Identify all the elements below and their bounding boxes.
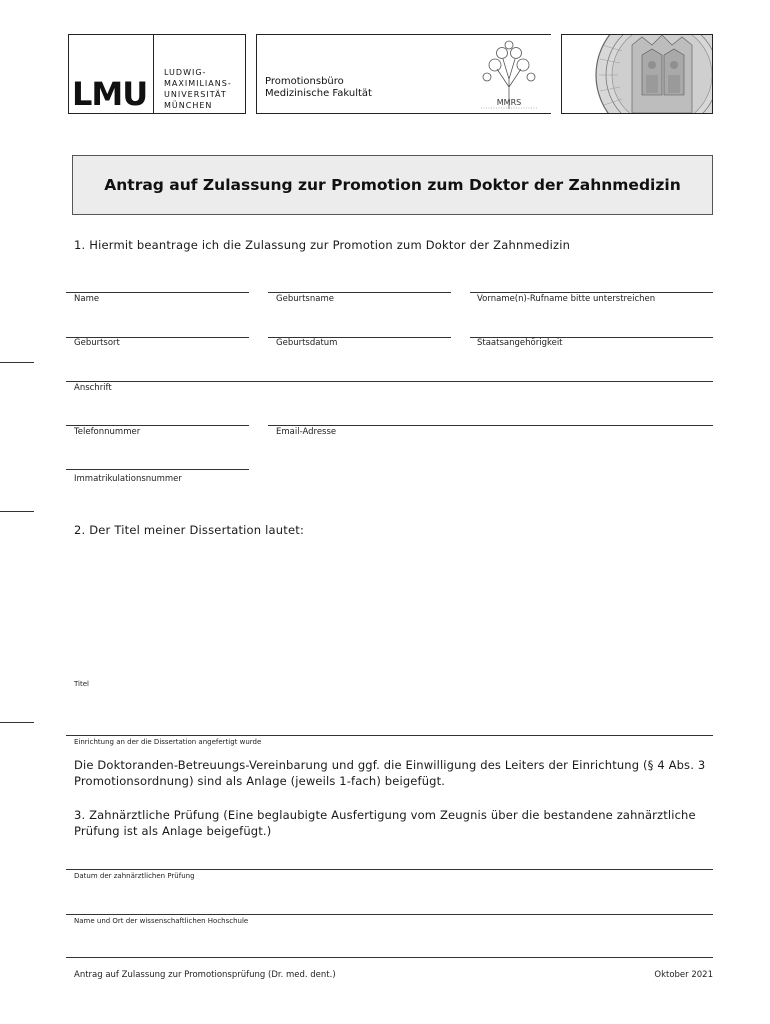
- office-block: [256, 34, 551, 114]
- fold-mark: [0, 362, 34, 363]
- attachment-note-line: Promotionsordnung) sind als Anlage (jeweils 1-fach) beigefügt.: [74, 774, 446, 788]
- email-label: Email-Adresse: [276, 427, 337, 437]
- phone-label: Telefonnummer: [74, 427, 141, 437]
- punch-mark: [0, 722, 34, 723]
- attachment-note: [74, 757, 705, 789]
- university-field[interactable]: [66, 914, 713, 915]
- email-field[interactable]: [268, 425, 713, 426]
- section1-heading: 1. Hiermit beantrage ich die Zulassung zur Promotion zum Doktor der Zahnmedizin: [74, 238, 571, 252]
- section2-heading: 2. Der Titel meiner Dissertation lautet:: [74, 523, 305, 537]
- footer-left: Antrag auf Zulassung zur Promotionsprüfung (Dr. med. dent.): [74, 970, 336, 980]
- name-field[interactable]: [66, 292, 249, 293]
- matriculation-field[interactable]: [66, 469, 249, 470]
- exam-date-label: Datum der zahnärztlichen Prüfung: [74, 872, 195, 880]
- firstname-field[interactable]: [470, 292, 713, 293]
- university-line: MAXIMILIANS-: [164, 79, 232, 88]
- matriculation-label: Immatrikulationsnummer: [74, 474, 182, 484]
- university-line: LUDWIG-: [164, 68, 207, 77]
- mmrs-tree-logo-icon: [473, 39, 545, 111]
- institution-field[interactable]: [66, 735, 713, 736]
- form-title: Antrag auf Zulassung zur Promotion zum Doktor der Zahnmedizin: [104, 176, 681, 194]
- university-seal: [561, 34, 713, 114]
- address-field[interactable]: [66, 381, 713, 382]
- exam-date-field[interactable]: [66, 869, 713, 870]
- section3-heading: [74, 807, 696, 839]
- university-label: Name und Ort der wissenschaftlichen Hochschule: [74, 917, 249, 925]
- title-label: Titel: [74, 680, 90, 688]
- university-name-block: [154, 34, 246, 114]
- address-label: Anschrift: [74, 383, 112, 393]
- section3-line: 3. Zahnärztliche Prüfung (Eine beglaubigte Ausfertigung vom Zeugnis über die bestandene zahnärztliche: [74, 808, 696, 822]
- birthname-label: Geburtsname: [276, 294, 334, 304]
- footer-divider: [66, 957, 713, 958]
- mmrs-logo-text: MMRS: [496, 98, 522, 107]
- institution-label: Einrichtung an der die Dissertation angefertigt wurde: [74, 738, 262, 746]
- faculty-name: Medizinische Fakultät: [265, 88, 372, 99]
- firstname-label: Vorname(n)-Rufname bitte unterstreichen: [477, 294, 656, 304]
- fold-mark: [0, 511, 34, 512]
- section3-line: Prüfung ist als Anlage beigefügt.): [74, 824, 272, 838]
- lmu-logo-text: LMU: [72, 75, 148, 113]
- birthname-field[interactable]: [268, 292, 451, 293]
- birthdate-label: Geburtsdatum: [276, 338, 338, 348]
- form-title-box: [72, 155, 713, 215]
- phone-field[interactable]: [66, 425, 249, 426]
- nationality-label: Staatsangehörigkeit: [477, 338, 563, 348]
- university-line: MÜNCHEN: [164, 101, 213, 110]
- lmu-logo: [68, 34, 154, 114]
- university-line: UNIVERSITÄT: [164, 90, 227, 99]
- attachment-note-line: Die Doktoranden-Betreuungs-Vereinbarung und ggf. die Einwilligung des Leiters der Einrichtung (§ 4 Abs. 3: [74, 758, 706, 772]
- university-seal-icon: [562, 35, 713, 114]
- birthplace-label: Geburtsort: [74, 338, 120, 348]
- office-name: Promotionsbüro: [265, 76, 344, 87]
- footer-date: Oktober 2021: [654, 970, 713, 980]
- name-label: Name: [74, 294, 100, 304]
